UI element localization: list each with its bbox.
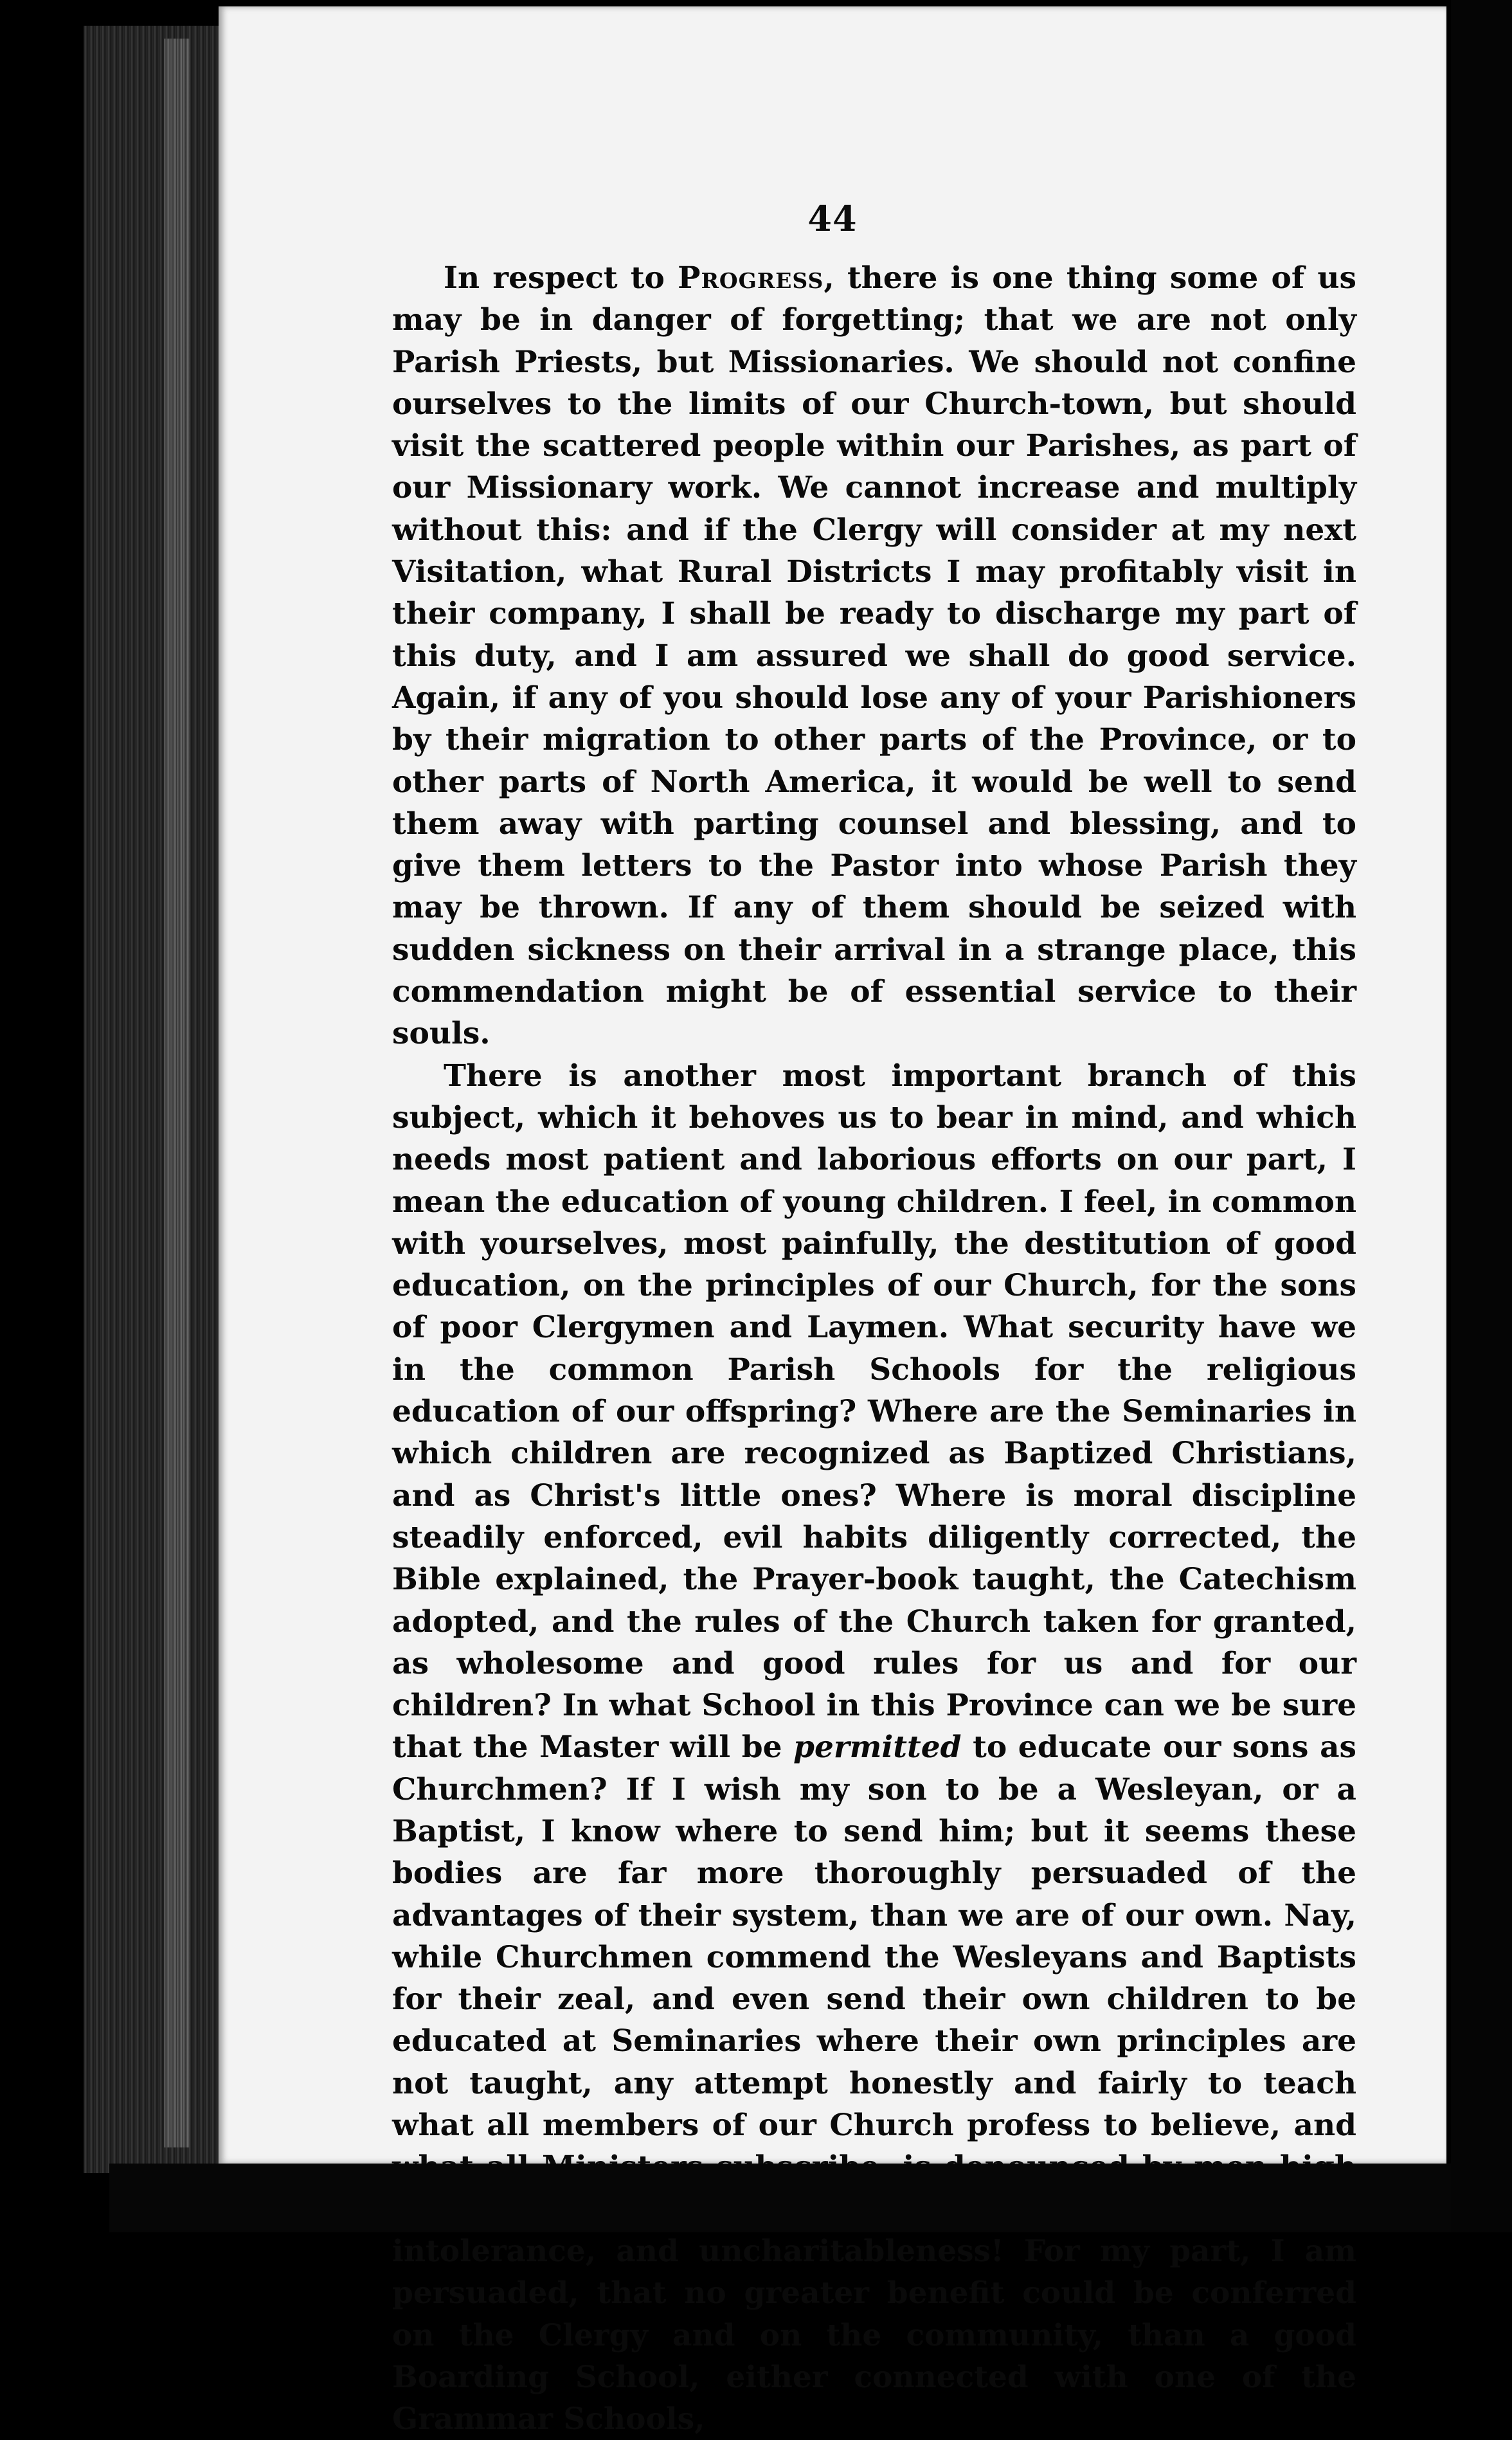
paragraph-2-body-end: to educate our sons as Churchmen? If I wish my son to be a Wesleyan, or a Baptist, I know where to send him; but it seems these bodies are far more thoroughly persuaded of the advantages of their system, than we are of our own. Nay, while Churchmen commend the Wesleyans and Baptists for their zeal, and even send their own children to be educated at Seminaries where their own principles are not taught, any attempt honestly and fairly to teach what all members of our Church profess to believe, and intolerance, and uncharitableness! For my part, I am persuaded, that no greater benefit could be conferred on the Clergy and on the community, than a good Boarding School, either connected with one of the Grammar Schools, bbox=[392, 1730, 1356, 2437]
paragraph-1-body: , there is one thing some of us may be in danger of forgetting; that we are not only Parish Priests, but Missionaries. We should not confine ourselves to the limits of our Church-town, but should visit the scattered people within our Parishes, as part of our Missionary work. We cannot increase and multiply without this: and if the Clergy will consider at my next Visitation, what Rural Districts I may profitably visit in their company, I shall be ready to discharge my part of this duty, and I am assured we shall do good service. Again, if any of you should lose any of your Parishioners by their migration to other parts of the Province, or to other parts of North America, it would be well to send them away with parting counsel and blessing, and to give them letters to the Pastor into whose Parish they may be thrown. If any of them should be seized with sudden sickness on their arrival in a strange place, this commendation might be of essential service to their souls. bbox=[392, 260, 1356, 1052]
paragraph-2-body-start: There is another most important branch of this subject, which it behoves us to bear in mind, and which needs most patient and laborious efforts on our part, I mean the education of young children. I feel, in common with yourselves, most painfully, the destitution of good education, on the principles of our Church, for the sons of poor Clergymen and Laymen. What security have we in the common Parish Schools for the religious education of our offspring? Where are the Seminaries in which children are recognized as Baptized Christians, and as Christ's little ones? Where is moral discipline steadily enforced, evil habits diligently corrected, the Bible explained, the Prayer-book taught, the Catechism adopted, and the rules of the Church taken for granted, as wholesome and good rules for us and for our children? In what School in this Province can we be sure that the Master will be bbox=[392, 1058, 1356, 1766]
body-text bbox=[392, 257, 1356, 2440]
smallcaps-term: Progress bbox=[678, 260, 824, 296]
right-page-edge bbox=[1451, 0, 1512, 2232]
italic-term: permitted bbox=[793, 1730, 962, 1766]
page-number: 44 bbox=[807, 198, 858, 239]
bottom-page-edge bbox=[109, 2164, 1451, 2232]
page-edges bbox=[164, 39, 190, 2147]
book-page bbox=[219, 6, 1446, 2437]
paragraph-progress bbox=[392, 257, 1356, 1055]
paragraph-1-lead: In respect to bbox=[444, 260, 678, 296]
